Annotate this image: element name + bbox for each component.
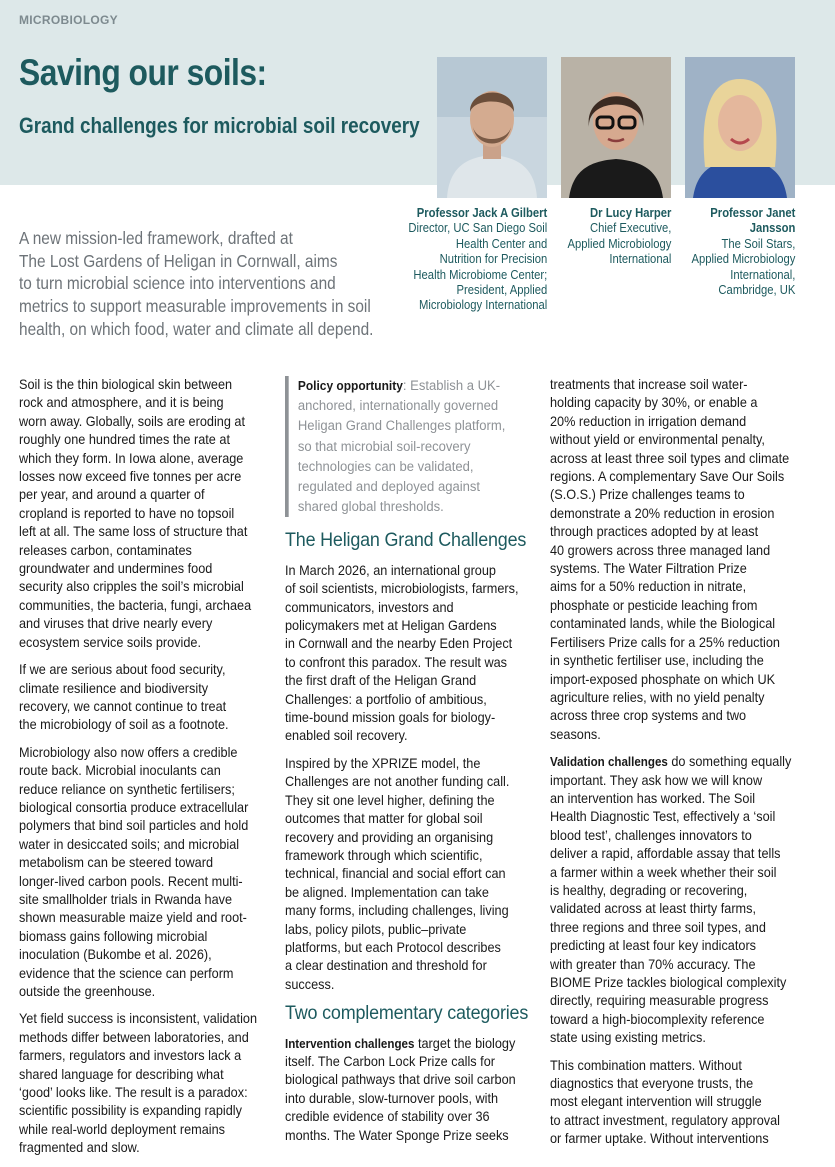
author-caption-gilbert [408, 206, 547, 314]
article-subtitle: Grand challenges for microbial soil recovery [19, 113, 420, 138]
lead-in: Validation challenges [550, 755, 668, 770]
author-role: The Soil Stars, Applied Microbiology International, Cambridge, UK [691, 236, 795, 298]
paragraph-text: do something equally important. They ask how we will know an intervention has worked. The Soil Health Diagnostic Test, effectively a ‘soil blood test’, challenges innovators to deliver a rapid, affordable assay that tells a farmer within a week whether their soil is healthy, degrading or recovering, validated across at least thirty farms, three regions and three soil types, and predicting at least four key indicators with greater than 70% accuracy. The BIOME Prize tackles biological complexity directly, requiring measurable progress toward a high-biocomplexity reference state using existing metrics. [550, 754, 792, 1046]
section-heading: Two complementary categories [285, 1002, 529, 1025]
policy-pullquote [285, 376, 535, 517]
article-title: Saving our soils: [19, 52, 267, 93]
author-name: Professor Jack A Gilbert [416, 206, 547, 220]
standfirst: A new mission-led framework, drafted at The Lost Gardens of Heligan in Cornwall, aims to turn microbial science into interventions and metrics to support measurable improvements in soil health, on which food, water and climate all depend. [19, 228, 374, 339]
body-paragraph: If we are serious about food security, climate resilience and biodiversity recovery, we cannot continue to treat the microbiology of soil as a footnote. [19, 662, 229, 733]
section-label: MICROBIOLOGY [19, 13, 118, 27]
author-role: Chief Executive, Applied Microbiology International [567, 221, 671, 267]
pullquote-text: : Establish a UK- anchored, internationally governed Heligan Grand Challenges platform, so that microbial soil-recovery technologies can be validated, regulated and deployed against shared global thresholds. [297, 378, 506, 516]
body-paragraph: Inspired by the XPRIZE model, the Challenges are not another funding call. They sit one level higher, defining the outcomes that matter for global soil recovery and providing an organising framework through which scientific, technical, financial and social effort can be aligned. Implementation can take many forms, including challenges, living labs, policy pilots, public–private platforms, but each Protocol describes a clear destination and threshold for success. [285, 755, 510, 992]
pullquote-label: Policy opportunity [297, 378, 403, 393]
author-photo-harper [561, 57, 671, 198]
author-photo-gilbert [437, 57, 547, 198]
body-paragraph: This combination matters. Without diagnostics that everyone trusts, the most elegant intervention will struggle to attract investment, regulatory approval or farmer uptake. Without interventions [550, 1057, 781, 1147]
author-role: Director, UC San Diego Soil Health Center and Nutrition for Precision Health Microbiome Center; President, Applied Microbiology International [408, 221, 547, 313]
body-paragraph [550, 753, 800, 1048]
body-paragraph: In March 2026, an international group of soil scientists, microbiologists, farmers, communicators, investors and policymakers met at Heligan Gardens in Cornwall and the nearby Eden Project to confront this paradox. The result was the first draft of the Heligan Grand Challenges: a portfolio of ambitious, time-bound mission goals for biology- enabled soil recovery. [285, 562, 519, 744]
body-paragraph: treatments that increase soil water- holding capacity by 30%, or enable a 20% reduction in irrigation demand without yield or environmental penalty, across at least three soil types and climate regions. A complementary Save Our Soils (S.O.S.) Prize challenges teams to demonstrate a 20% reduction in erosion through practices adopted by at least 40 growers across three managed land systems. The Water Filtration Prize aims for a 50% reduction in nitrate, phosphate or pesticide leaching from contaminated lands, while the Biological Fertilisers Prize calls for a 25% reduction in synthetic fertiliser use, including the import-exposed phosphate on which UK agriculture relies, with no yield penalty across three crop systems and two seasons. [550, 377, 790, 742]
author-caption-harper [567, 206, 671, 268]
author-name: Dr Lucy Harper [589, 206, 671, 220]
body-paragraph: Soil is the thin biological skin between rock and atmosphere, and it is being worn away. Globally, soils are eroding at roughly one hundred times the rate at which they form. In Iowa alone, average losses now exceed five tonnes per acre per year, and around a quarter of cropland is reported to have no topsoil left at all. The same loss of structure that releases carbon, contaminates groundwater and undermines food security also cripples the soil’s microbial communities, the bacteria, fungi, archaea and viruses that drive nearly every ecosystem service soils provide. [19, 377, 252, 650]
column-1 [19, 376, 291, 1167]
body-paragraph: Yet field success is inconsistent, validation methods differ between laboratories, and farmers, regulators and investors lack a shared language for describing what ‘good’ looks like. The result is a paradox: scientific possibility is expanding rapidly while real-world deployment remains fragmented and slow. [19, 1011, 258, 1156]
column-2 [285, 376, 557, 1154]
author-name: Professor Janet Jansson [709, 206, 795, 236]
section-heading: The Heligan Grand Challenges [285, 529, 527, 552]
paragraph-text: target the biology itself. The Carbon Lock Prize calls for biological pathways that drive soil carbon into durable, slow-turnover pools, with credible evidence of stability over 36 months. The Water Sponge Prize seeks [285, 1035, 516, 1143]
body-paragraph [285, 1035, 535, 1145]
column-3 [550, 376, 822, 1158]
author-caption-jansson [691, 206, 795, 298]
lead-in: Intervention challenges [285, 1036, 415, 1051]
author-photo-jansson [685, 57, 795, 198]
body-paragraph: Microbiology also now offers a credible route back. Microbial inoculants can reduce reliance on synthetic fertilisers; biological consortia produce extracellular polymers that bind soil particles and hold water in desiccated soils; and microbial metabolism can be steered toward longer-lived carbon pools. Recent multi- site smallholder trials in Rwanda have shown measurable maize yield and root- biomass gains following microbial inoculation (Bukombe et al. 2026), evidence that the science can perform outside the greenhouse. [19, 744, 249, 999]
